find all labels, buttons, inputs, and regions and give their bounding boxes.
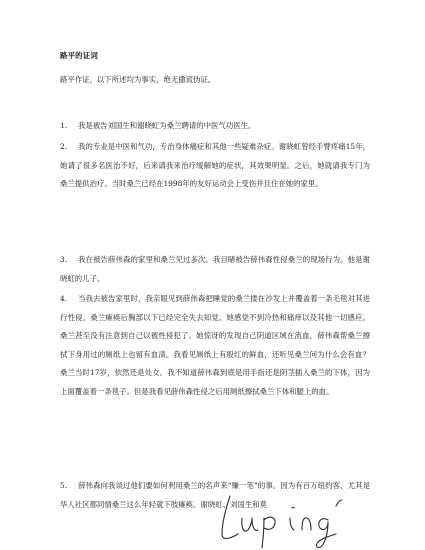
paragraph-number: 3. <box>60 255 68 264</box>
paragraph-2 <box>60 138 370 194</box>
paragraph-number: 1. <box>60 121 68 130</box>
paragraph-number: 2. <box>60 142 68 151</box>
paragraph-text: 我是被告刘国生和谢晓虹为桑兰聘请的中医气功医生。 <box>78 121 256 130</box>
paragraph-1 <box>60 117 370 136</box>
paragraph-3 <box>60 251 370 288</box>
paragraph-text: 我在被告薛伟森的家里和桑兰见过多次。我目睹被告薛伟森性侵桑兰的现场行为。他是谢晓虹的儿子。 <box>60 255 370 283</box>
intro-statement: 路平作证，以下所述均为事实，绝无撒谎伪证。 <box>60 75 216 84</box>
paragraph-number: 5. <box>60 481 68 490</box>
paragraph-number: 4. <box>60 294 68 303</box>
handwritten-signature <box>212 488 362 550</box>
paragraph-text: 当我去被告家里时，我亲眼见到薛伟森把睡觉的桑兰搂在沙发上并覆盖着一条毛毯对其进行性侵。桑兰瘫痪后胸部以下已经完全失去知觉。她感觉不到冷热和痛痒以及其他一切感应。桑兰甚至没有注意到自己以被性侵犯了。她惊讶的发现自己阴道区域在流血，薛伟森帮桑兰擦拭下身用过的厕纸上也留有血渍。我看见厕纸上有殷红的鲜血，还听见桑兰问为什么会有血？桑兰当时17岁，依然还是处女。我不知道薛伟森到底是用手指还是阴茎插入桑兰的下体，因为上面覆盖着一条毯子。但是我看见薛伟森性侵之后用厕纸擦拭桑兰下体和腿上的血。 <box>60 294 370 396</box>
paragraph-text: 我的专业是中医和气功，专治身体痛症和其他一些疑难杂症。谢晓虹曾经手臂疼痛15年，她请了很多名医治不好，后来请我来治疗缓解她的症状，其效果明显。之后，她就请我专门为桑兰提供治疗。当时桑兰已经在1998年的友好运动会上受伤并且住在她的家里。 <box>60 142 370 188</box>
paragraph-4 <box>60 290 370 401</box>
paragraph-text: 薛伟森向我谈过他们要如何利用桑兰的名声来“赚一笔”的事。因为有百万纽约客，尤其是华人社区都同情桑兰这么年轻就下肢瘫痪。谢晓虹、刘国生和莫 <box>60 481 370 509</box>
document-title: 路平的证词 <box>60 51 98 60</box>
